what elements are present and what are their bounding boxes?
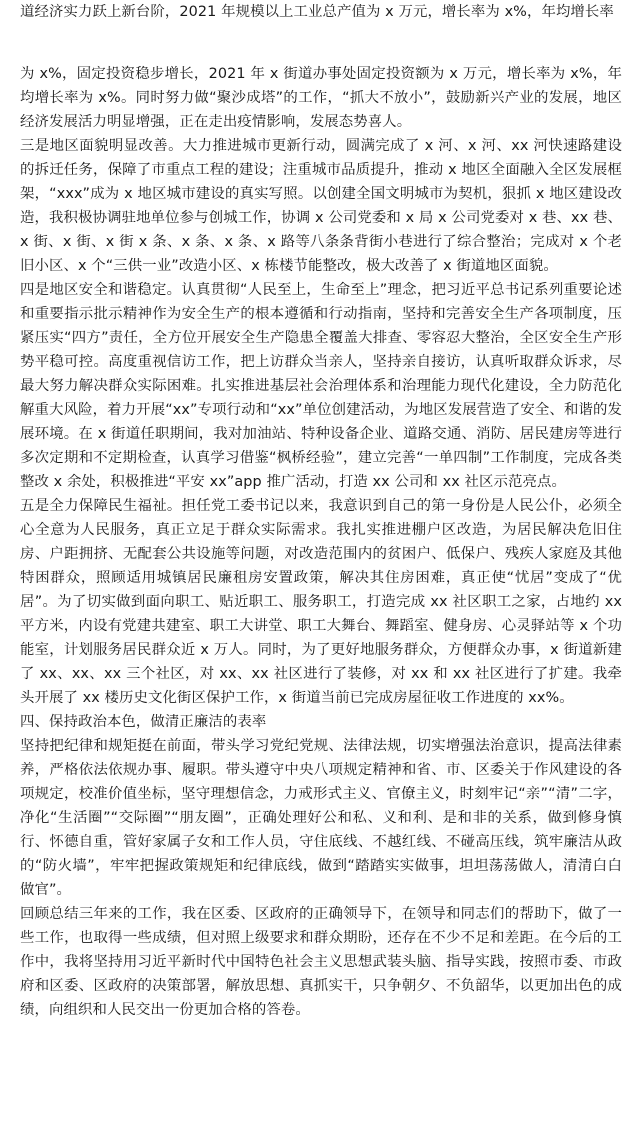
paragraph-appearance-improved: 三是地区面貌明显改善。大力推进城市更新行动，圆满完成了 x 河、x 河、xx 河快速路建设的拆迁任务，保障了市重点工程的建设；注重城市品质提升，推动 x 地区全面融入全区发展框架，“xxx”成为 x 地区城市建设的真实写照。以创建全国文明城市为契机，狠抓 x 地区建设改造，我积极协调驻地单位参与创城工作，协调 x 公司党委和 x 局 x 公司党委对 x 巷、xx 巷、x 街、x 街、x 街 x 条、x 条、x 条、x 路等八条条背街小巷进行了综合整治；完成对 x 个老旧小区、x 个“三供一业”改造小区、x 栋楼节能整改，极大改善了 x 街道地区面貌。 xyxy=(20,138,622,274)
top-text-fragment: 道经济实力跃上新台阶，2021 年规模以上工业总产值为 x 万元，增长率为 x%，年均增长率 xyxy=(20,4,614,20)
paragraph-economy-continued: 为 x%，固定投资稳步增长，2021 年 x 街道办事处固定投资额为 x 万元，增长率为 x%，年均增长率为 x%。同时努力做“聚沙成塔”的工作，“抓大不放小”，鼓励新兴产业的发展，地区经济发展活力明显增强，正在走出疫情影响，发展态势喜人。 xyxy=(20,66,622,130)
page-break-gap xyxy=(20,24,622,62)
paragraph-safety-stability: 四是地区安全和谐稳定。认真贯彻“人民至上，生命至上”理念，把习近平总书记系列重要论述和重要指示批示精神作为安全生产的根本遵循和行动指南，坚持和完善安全生产各项制度，压紧压实“四方”责任，全方位开展安全生产隐患全覆盖大排查、零容忍大整治，全区安全生产形势平稳可控。高度重视信访工作，把上访群众当亲人，坚持亲自接访，认真听取群众诉求，尽最大努力解决群众实际困难。扎实推进基层社会治理体系和治理能力现代化建设，全力防范化解重大风险，着力开展“xx”专项行动和“xx”单位创建活动，为地区发展营造了安全、和谐的发展环境。在 x 街道任职期间，我对加油站、特种设备企业、道路交通、消防、居民建房等进行多次定期和不定期检查，认真学习借鉴“枫桥经验”，建立完善“一单四制”工作制度，完成各类整改 x 余处，积极推进“平安 xx”app 推广活动，打造 xx 公司和 xx 社区示范亮点。 xyxy=(20,282,622,490)
paragraph-livelihood: 五是全力保障民生福祉。担任党工委书记以来，我意识到自己的第一身份是人民公仆，必须全心全意为人民服务，真正立足于群众实际需求。我扎实推进棚户区改造，为居民解决危旧住房、户距拥挤、无配套公共设施等问题，对改造范围内的贫困户、低保户、残疾人家庭及其他特困群众，照顾适用城镇居民廉租房安置政策，解决其住房困难，真正使“忧居”变成了“优居”。为了切实做到面向职工、贴近职工、服务职工，打造完成 xx 社区职工之家，占地约 xx 平方米，内设有党建共建室、职工大讲堂、职工大舞台、舞蹈室、健身房、心灵驿站等 x 个功能室，计划服务居民群众近 x 万人。同时，为了更好地服务群众，方便群众办事，x 街道新建了 xx、xx、xx 三个社区，对 xx、xx 社区进行了装修，对 xx 和 xx 社区进行了扩建。我牵头开展了 xx 楼历史文化街区保护工作，x 街道当前已完成房屋征收工作进度的 xx%。 xyxy=(20,498,622,706)
paragraph-discipline: 坚持把纪律和规矩挺在前面，带头学习党纪党规、法律法规，切实增强法治意识，提高法律素养，严格依法依规办事、履职。带头遵守中央八项规定精神和省、市、区委关于作风建设的各项规定，校准价值坐标，坚守理想信念，力戒形式主义、官僚主义，时刻牢记“亲”“清”二字，净化“生活圈”“交际圈”“朋友圈”，正确处理好公和私、义和利、是和非的关系，做到修身慎行、怀德自重，管好家属子女和工作人员，守住底线、不越红线、不碰高压线，筑牢廉洁从政的“防火墙”，牢牢把握政策规矩和纪律底线，做到“踏踏实实做事，坦坦荡荡做人，清清白白做官”。 xyxy=(20,738,622,898)
paragraph-conclusion: 回顾总结三年来的工作，我在区委、区政府的正确领导下，在领导和同志们的帮助下，做了一些工作，也取得一些成绩，但对照上级要求和群众期盼，还存在不少不足和差距。在今后的工作中，我将坚持用习近平新时代中国特色社会主义思想武装头脑、指导实践，按照市委、市政府和区委、区政府的决策部署，解放思想、真抓实干，只争朝夕、不负韶华，以更加出色的成绩，向组织和人民交出一份更加合格的答卷。 xyxy=(20,906,622,1018)
section-heading-integrity: 四、保持政治本色，做清正廉洁的表率 xyxy=(20,714,267,730)
document-page xyxy=(20,0,622,1022)
